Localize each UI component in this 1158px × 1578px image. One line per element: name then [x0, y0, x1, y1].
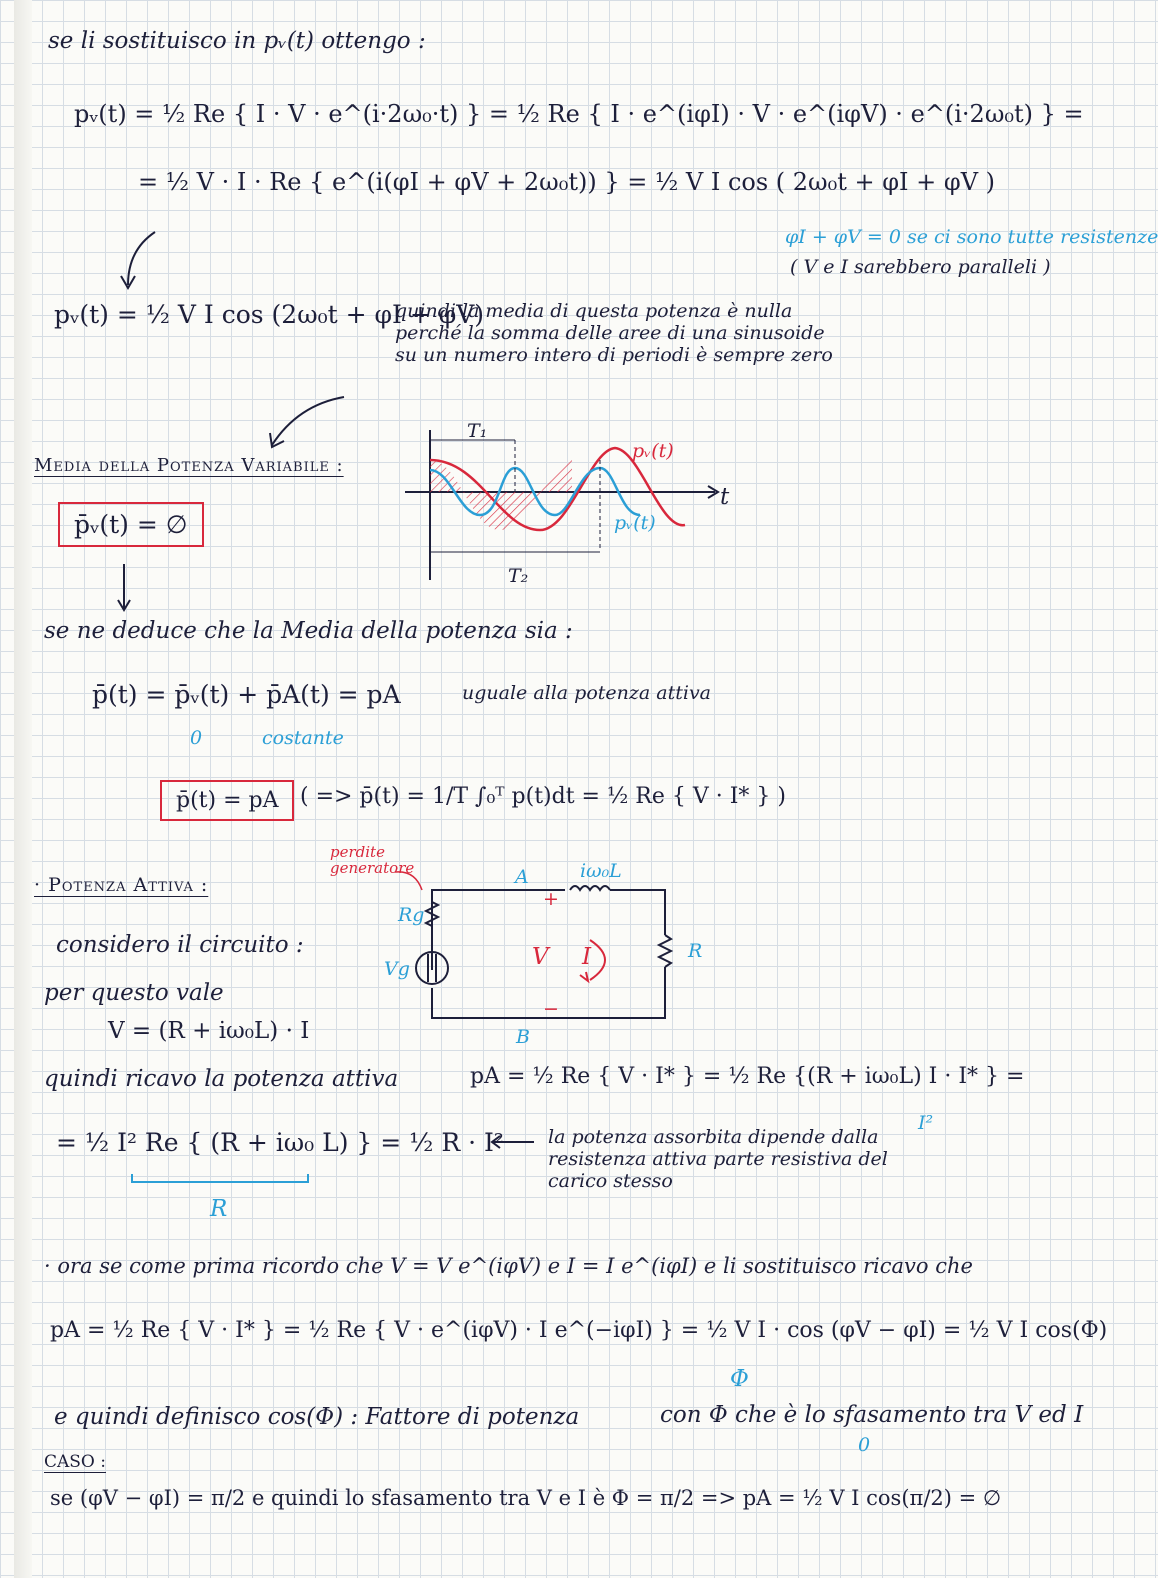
deduce-line: se ne deduce che la Media della potenza sia :: [44, 618, 573, 644]
caso-zero-label: 0: [858, 1434, 871, 1456]
mean-pv-box: p̄ᵥ(t) = ∅: [58, 502, 204, 547]
caso-equation: se (φV − φI) = π/2 e quindi lo sfasamento tra V e I è Φ = π/2 => pA = ½ V I cos(π/2) = ∅: [50, 1486, 1002, 1510]
i-squared-label: I²: [918, 1112, 934, 1134]
circuit-loss-note: perdite generatore: [330, 843, 415, 877]
definition-line: e quindi definisco cos(Φ) : Fattore di potenza: [54, 1404, 580, 1430]
phase-note-2: ( V e I sarebbero paralleli ): [790, 256, 1051, 278]
caso-label: CASO :: [44, 1452, 106, 1472]
circuit-rg: Rg: [398, 904, 425, 926]
pa-equation-1: pA = ½ Re { V · I* } = ½ Re {(R + iω₀L) I · I* } =: [470, 1064, 1025, 1089]
intro-line: se li sostituisco in pᵥ(t) ottengo :: [48, 28, 426, 54]
pointer-arrow-icon: [268, 395, 348, 455]
equation-pv: pᵥ(t) = ½ Re { I · V · e^(i·2ω₀·t) } = ½ Re { I · e^(iφI) · V · e^(iφV) · e^(i·2ω₀t) } =: [74, 100, 1084, 128]
equation-pv-repeat: pᵥ(t) = ½ V I cos (2ω₀t + φI + φV): [54, 300, 485, 329]
active-power-title: · Potenza Attiva :: [34, 874, 209, 896]
circuit-diagram: [400, 850, 703, 1050]
inductor-icon: [570, 886, 610, 890]
mean-explanation: quindi la media di questa potenza è nulla perché la somma delle aree di una sinusoide su un numero intero di periodi è sempre zero: [395, 300, 833, 366]
quindi-line: quindi ricavo la potenza attiva: [44, 1066, 399, 1092]
circuit-node-b: B: [516, 1026, 530, 1048]
notebook-margin: [14, 0, 32, 1578]
constant-label: costante: [262, 727, 344, 749]
circuit-minus: −: [543, 998, 559, 1020]
pa-equation-2: = ½ I² Re { (R + iω₀ L) } = ½ R · I²: [56, 1128, 504, 1157]
equation-pv-cos: = ½ V · I · Re { e^(i(φI + φV + 2ω₀t)) } = ½ V I cos ( 2ω₀t + φI + φV ): [138, 168, 996, 196]
r-label: R: [210, 1196, 228, 1222]
circuit-r: R: [688, 940, 703, 962]
mean-pa-box: p̄(t) = pA: [160, 780, 294, 821]
phase-note: φI + φV = 0 se ci sono tutte resistenze: [785, 226, 1158, 248]
power-graph: [400, 420, 730, 600]
underbrace-r: [130, 1172, 310, 1188]
circuit-inductance: iω₀L: [580, 860, 622, 882]
per-questo-line: per questo vale: [44, 980, 224, 1006]
curved-arrow-icon: [110, 230, 170, 290]
circuit-v: V: [532, 944, 549, 970]
circuit-vg: Vg: [384, 958, 410, 980]
phi-label: Φ: [730, 1366, 749, 1392]
media-title: Media della Potenza Variabile :: [34, 455, 344, 476]
graph-pv-blue-label: pᵥ(t): [614, 512, 656, 534]
consider-line: considero il circuito :: [56, 932, 304, 958]
graph-t1: T₁: [467, 420, 488, 442]
pa-note: la potenza assorbita dipende dalla resistenza attiva parte resistiva del carico stesso: [548, 1126, 888, 1192]
left-arrow-icon: [490, 1135, 535, 1149]
definition-note: con Φ che è lo sfasamento tra V ed I: [660, 1402, 1084, 1428]
ora-line: · ora se come prima ricordo che V = V e^(iφV) e I = I e^(iφI) e li sostituisco ricavo che: [44, 1254, 973, 1278]
zero-label: 0: [190, 727, 203, 749]
graph-t2: T₂: [508, 565, 529, 587]
mean-power-equation: p̄(t) = p̄ᵥ(t) + p̄A(t) = pA: [92, 680, 401, 709]
circuit-node-a: A: [515, 866, 529, 888]
resistor-icon: [659, 935, 671, 967]
circuit-i: I: [582, 944, 592, 970]
down-arrow-icon: [118, 564, 138, 614]
voltage-equation: V = (R + iω₀L) · I: [108, 1018, 310, 1044]
integral-equation: ( => p̄(t) = 1/T ∫₀ᵀ p(t)dt = ½ Re { V · I* } ): [300, 784, 786, 809]
pa-equation-3: pA = ½ Re { V · I* } = ½ Re { V · e^(iφV) · I e^(−iφI) } = ½ V I · cos (φV − φI) = ½ V I cos(Φ): [50, 1318, 1108, 1343]
graph-t-axis: t: [720, 484, 730, 510]
circuit-plus: +: [543, 888, 559, 910]
graph-pv-red-label: pᵥ(t): [632, 440, 674, 462]
mean-power-note: uguale alla potenza attiva: [462, 682, 712, 704]
